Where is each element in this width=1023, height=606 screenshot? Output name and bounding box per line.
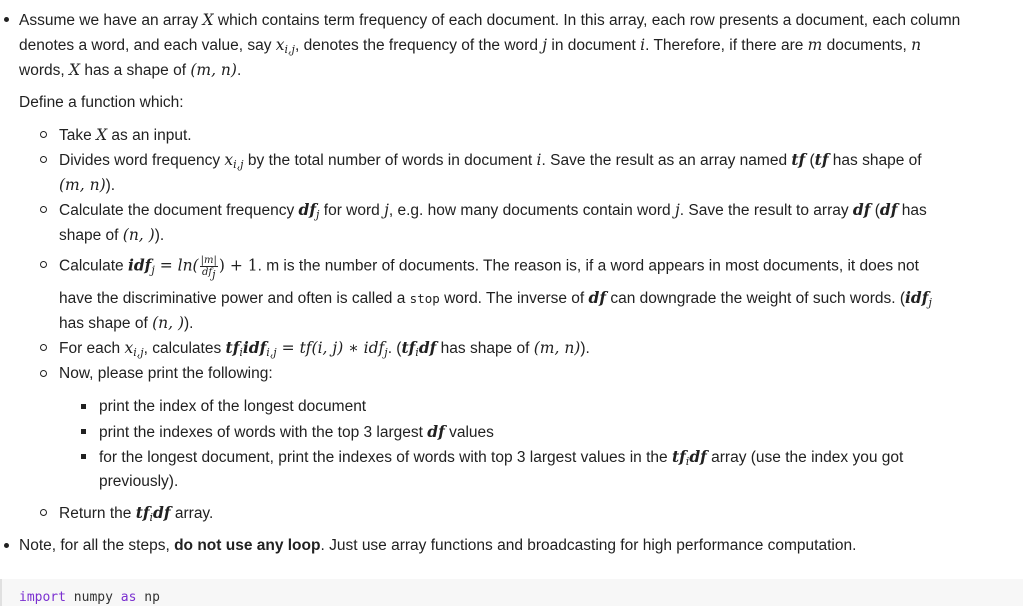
stop-code: stop [409,291,440,306]
bullet-circle [40,344,47,351]
step-take-x: Take X as an input. [59,126,192,144]
step-idf-cont2: has shape of (n, )). [59,314,194,332]
step-idf: Calculate idf$_j$ = ln( $\frac{|m|}{df_j}$ ) + 1. m is the number of documents. The reason is, if a word appears in most documents, it does not [59,255,919,281]
bullet-circle [40,156,47,163]
step-return: Return the $tf_idf$ array. [59,503,214,524]
intro-line-2: denotes a word, and each value, say $x_{i,j}$, denotes the frequency of the word j in document i. Therefore, if there are m documents, n [19,36,922,56]
define-heading: Define a function which: [19,94,184,111]
intro-line-3: words, X has a shape of (m, n). [19,61,242,79]
code-line: import numpy as np [19,590,160,605]
bullet-circle [40,206,47,213]
step-df: Calculate the document frequency $df_j$ for word j, e.g. how many documents contain word j. Save the result to array df (df has [59,200,927,221]
step-idf-cont: have the discriminative power and often is called a stop word. The inverse of df can downgrade the weight of such words. (idf$_j$ [59,288,932,309]
bullet-circle [40,131,47,138]
bullet-square [81,429,86,434]
print-top-tfidf-cont: previously). [99,473,179,490]
code-cell[interactable] [0,579,1023,606]
print-longest: print the index of the longest document [99,398,367,415]
step-tfidf: For each $x_{i,j}$, calculates $tf_iidf_{i,j} = tf(i$, j) ∗ idf$_j$. ($tf_idf$ has shape of (m, n)). [59,338,590,359]
print-top-tfidf: for the longest document, print the indexes of words with top 3 largest values in the $tf_idf$ array (use the index you got [99,447,904,468]
bullet-disc [4,543,9,548]
bullet-square [81,404,86,409]
step-divide: Divides word frequency $x_{i,j}$ by the total number of words in document i. Save the result as an array named tf (tf has shape of [59,150,922,171]
step-divide-cont: (m, n)). [59,176,116,194]
bullet-circle [40,261,47,268]
bullet-circle [40,370,47,377]
intro-line-1: Assume we have an array X which contains term frequency of each document. In this array, each row presents a document, each column [19,11,961,29]
print-top-df: print the indexes of words with the top 3 largest df values [99,422,494,441]
idf-fraction: $\frac{|m|}{df_j}$ [200,255,217,281]
step-df-cont: shape of (n, )). [59,226,165,244]
bullet-square [81,454,86,459]
step-print-heading: Now, please print the following: [59,365,273,382]
bullet-disc [4,17,9,22]
bullet-circle [40,509,47,516]
note-line: Note, for all the steps, do not use any loop. Just use array functions and broadcasting for high performance computation. [19,537,857,554]
